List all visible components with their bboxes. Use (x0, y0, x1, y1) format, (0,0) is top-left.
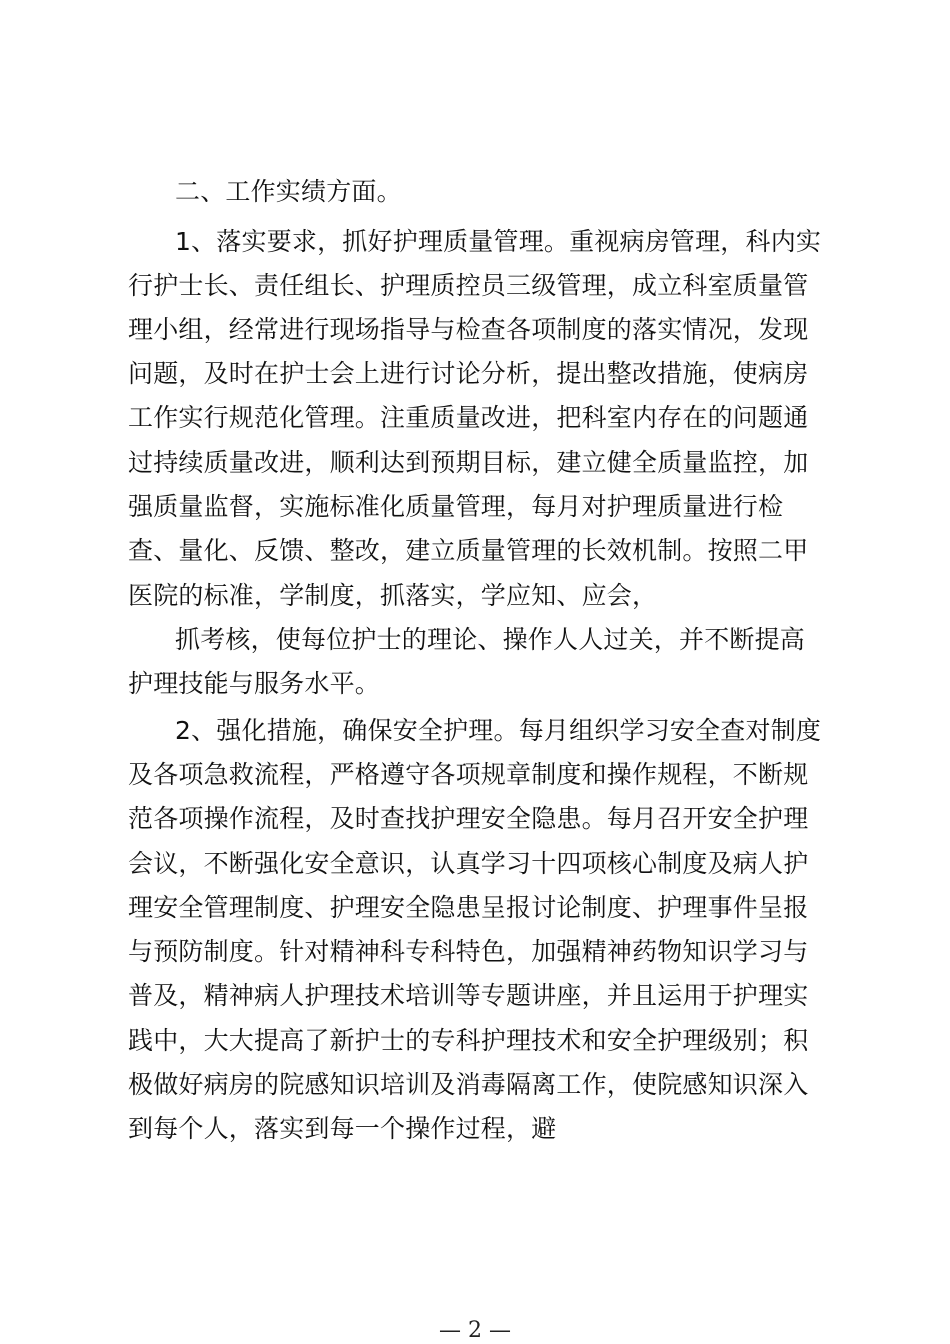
paragraph-line: 行护士长、责任组长、护理质控员三级管理，成立科室质量管 (128, 271, 809, 300)
paragraph-line: 普及，精神病人护理技术培训等专题讲座，并且运用于护理实 (128, 981, 809, 1010)
paragraph-line: 及各项急救流程，严格遵守各项规章制度和操作规程，不断规 (128, 760, 809, 789)
paragraph-line: 到每个人，落实到每一个操作过程，避 (128, 1114, 557, 1143)
paragraph-line: 1、落实要求，抓好护理质量管理。重视病房管理，科内实 (175, 227, 822, 256)
paragraph-line: 范各项操作流程，及时查找护理安全隐患。每月召开安全护理 (128, 804, 809, 833)
paragraph-line: 极做好病房的院感知识培训及消毒隔离工作，使院感知识深入 (128, 1070, 809, 1099)
paragraph-line: 抓考核，使每位护士的理论、操作人人过关，并不断提高 (175, 625, 806, 654)
paragraph-line: 医院的标准，学制度，抓落实，学应知、应会， (128, 581, 658, 610)
paragraph-line: 理安全管理制度、护理安全隐患呈报讨论制度、护理事件呈报 (128, 893, 809, 922)
paragraph-line: 过持续质量改进，顺利达到预期目标，建立健全质量监控，加 (128, 448, 809, 477)
paragraph-line: 会议，不断强化安全意识，认真学习十四项核心制度及病人护 (128, 849, 809, 878)
paragraph-line: 查、量化、反馈、整改，建立质量管理的长效机制。按照二甲 (128, 536, 809, 565)
section-heading: 二、工作实绩方面。 (175, 177, 402, 206)
paragraph-line: 践中，大大提高了新护士的专科护理技术和安全护理级别；积 (128, 1026, 809, 1055)
paragraph-line: 强质量监督，实施标准化质量管理，每月对护理质量进行检 (128, 492, 784, 521)
paragraph-line: 护理技能与服务水平。 (128, 669, 381, 698)
paragraph-line: 工作实行规范化管理。注重质量改进，把科室内存在的问题通 (128, 403, 809, 432)
paragraph-line: 2、强化措施，确保安全护理。每月组织学习安全查对制度 (175, 716, 822, 745)
paragraph-line: 问题，及时在护士会上进行讨论分析，提出整改措施，使病房 (128, 359, 809, 388)
page-number: — 2 — (439, 1318, 511, 1343)
paragraph-line: 与预防制度。针对精神科专科特色，加强精神药物知识学习与 (128, 937, 809, 966)
paragraph-line: 理小组，经常进行现场指导与检查各项制度的落实情况，发现 (128, 315, 809, 344)
